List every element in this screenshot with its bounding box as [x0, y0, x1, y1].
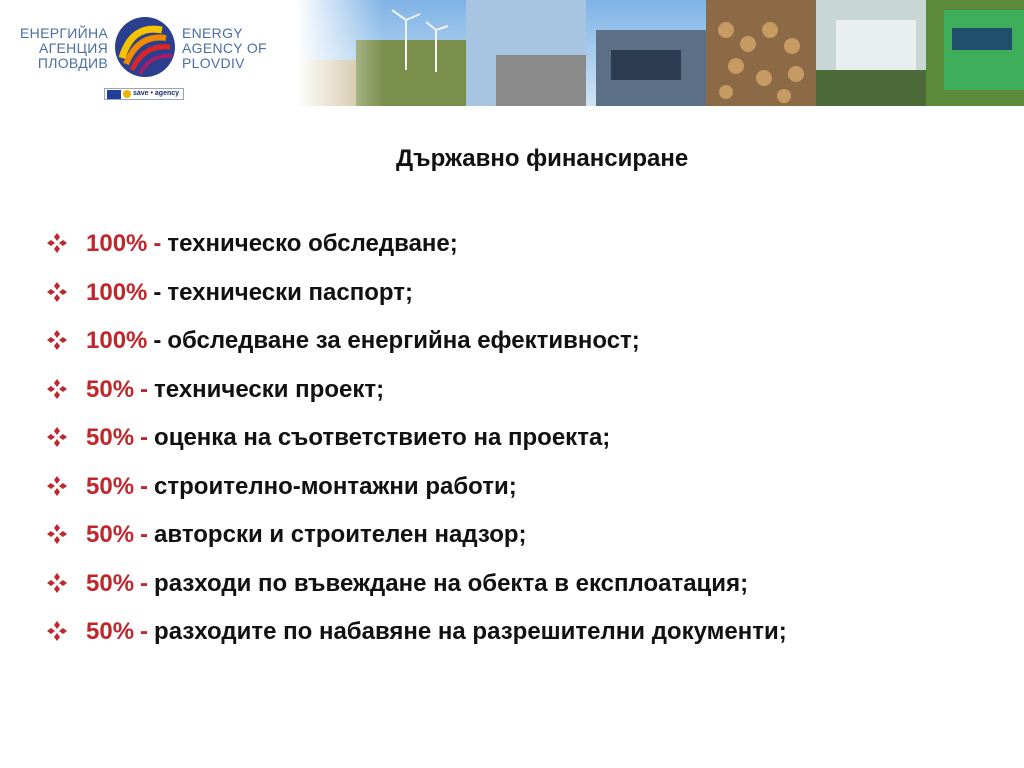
four-diamond-bullet-icon: [46, 378, 86, 402]
funding-list-item: [46, 269, 787, 318]
funding-item-text: авторски и строителен надзор;: [154, 521, 527, 549]
four-diamond-bullet-icon: [46, 523, 86, 547]
agency-name-en-line: ENERGY: [182, 25, 243, 41]
funding-separator: -: [153, 230, 162, 258]
funding-percentage: 100%: [86, 327, 148, 355]
funding-list-item: [46, 560, 787, 609]
funding-list-item: [46, 511, 787, 560]
funding-item-text: технически паспорт;: [167, 278, 413, 306]
four-diamond-bullet-icon: [46, 232, 86, 256]
four-diamond-bullet-icon: [46, 475, 86, 499]
save-agency-badge: [104, 88, 184, 100]
funding-separator: -: [140, 569, 149, 597]
slide-header: [0, 0, 1024, 106]
funding-list-item: [46, 463, 787, 512]
funding-item-text: оценка на съответствието на проекта;: [154, 424, 611, 452]
funding-percentage: 50%: [86, 424, 135, 452]
four-diamond-bullet-icon: [46, 426, 86, 450]
badge-dot-icon: [123, 90, 131, 98]
funding-percentage: 50%: [86, 569, 135, 597]
funding-list-item: [46, 366, 787, 415]
funding-item-text: технически проект;: [154, 375, 385, 403]
funding-percentage: 50%: [86, 375, 135, 403]
slide-title: Държавно финансиране: [396, 145, 689, 172]
funding-item-text: строително-монтажни работи;: [154, 472, 517, 500]
agency-name-bg-line: ПЛОВДИВ: [37, 55, 108, 71]
four-diamond-bullet-icon: [46, 620, 86, 644]
rainbow-swirl-logo-icon: [112, 14, 178, 80]
funding-percentage: 100%: [86, 278, 148, 306]
funding-list-item: [46, 317, 787, 366]
badge-text: save • agency: [133, 90, 180, 97]
funding-percentage: 50%: [86, 521, 135, 549]
funding-item-text: техническо обследване;: [167, 230, 458, 258]
funding-separator: -: [153, 327, 162, 355]
agency-name-en: [182, 26, 267, 71]
four-diamond-bullet-icon: [46, 281, 86, 305]
funding-item-text: обследване за енергийна ефективност;: [167, 327, 640, 355]
funding-separator: -: [153, 278, 162, 306]
four-diamond-bullet-icon: [46, 572, 86, 596]
funding-list-item: [46, 414, 787, 463]
agency-name-en-line: PLOVDIV: [182, 55, 245, 71]
agency-name-en-line: AGENCY OF: [182, 40, 267, 56]
four-diamond-bullet-icon: [46, 329, 86, 353]
funding-item-text: разходи по въвеждане на обекта в експлоатация;: [154, 569, 749, 597]
funding-separator: -: [140, 618, 149, 646]
funding-list-item: [46, 608, 787, 657]
funding-separator: -: [140, 472, 149, 500]
funding-list-item: [46, 220, 787, 269]
agency-name-bg-line: ЕНЕРГИЙНА: [20, 25, 108, 41]
funding-percentage: 50%: [86, 472, 135, 500]
eu-flag-icon: [107, 90, 121, 99]
funding-item-text: разходите по набавяне на разрешителни документи;: [154, 618, 787, 646]
energy-photo-banner: [296, 0, 1024, 106]
agency-name-bg-line: АГЕНЦИЯ: [39, 40, 108, 56]
funding-percentage: 100%: [86, 230, 148, 258]
funding-percentage: 50%: [86, 618, 135, 646]
funding-separator: -: [140, 375, 149, 403]
agency-name-bg: [12, 26, 108, 71]
funding-separator: -: [140, 424, 149, 452]
funding-separator: -: [140, 521, 149, 549]
funding-list: [46, 220, 787, 657]
